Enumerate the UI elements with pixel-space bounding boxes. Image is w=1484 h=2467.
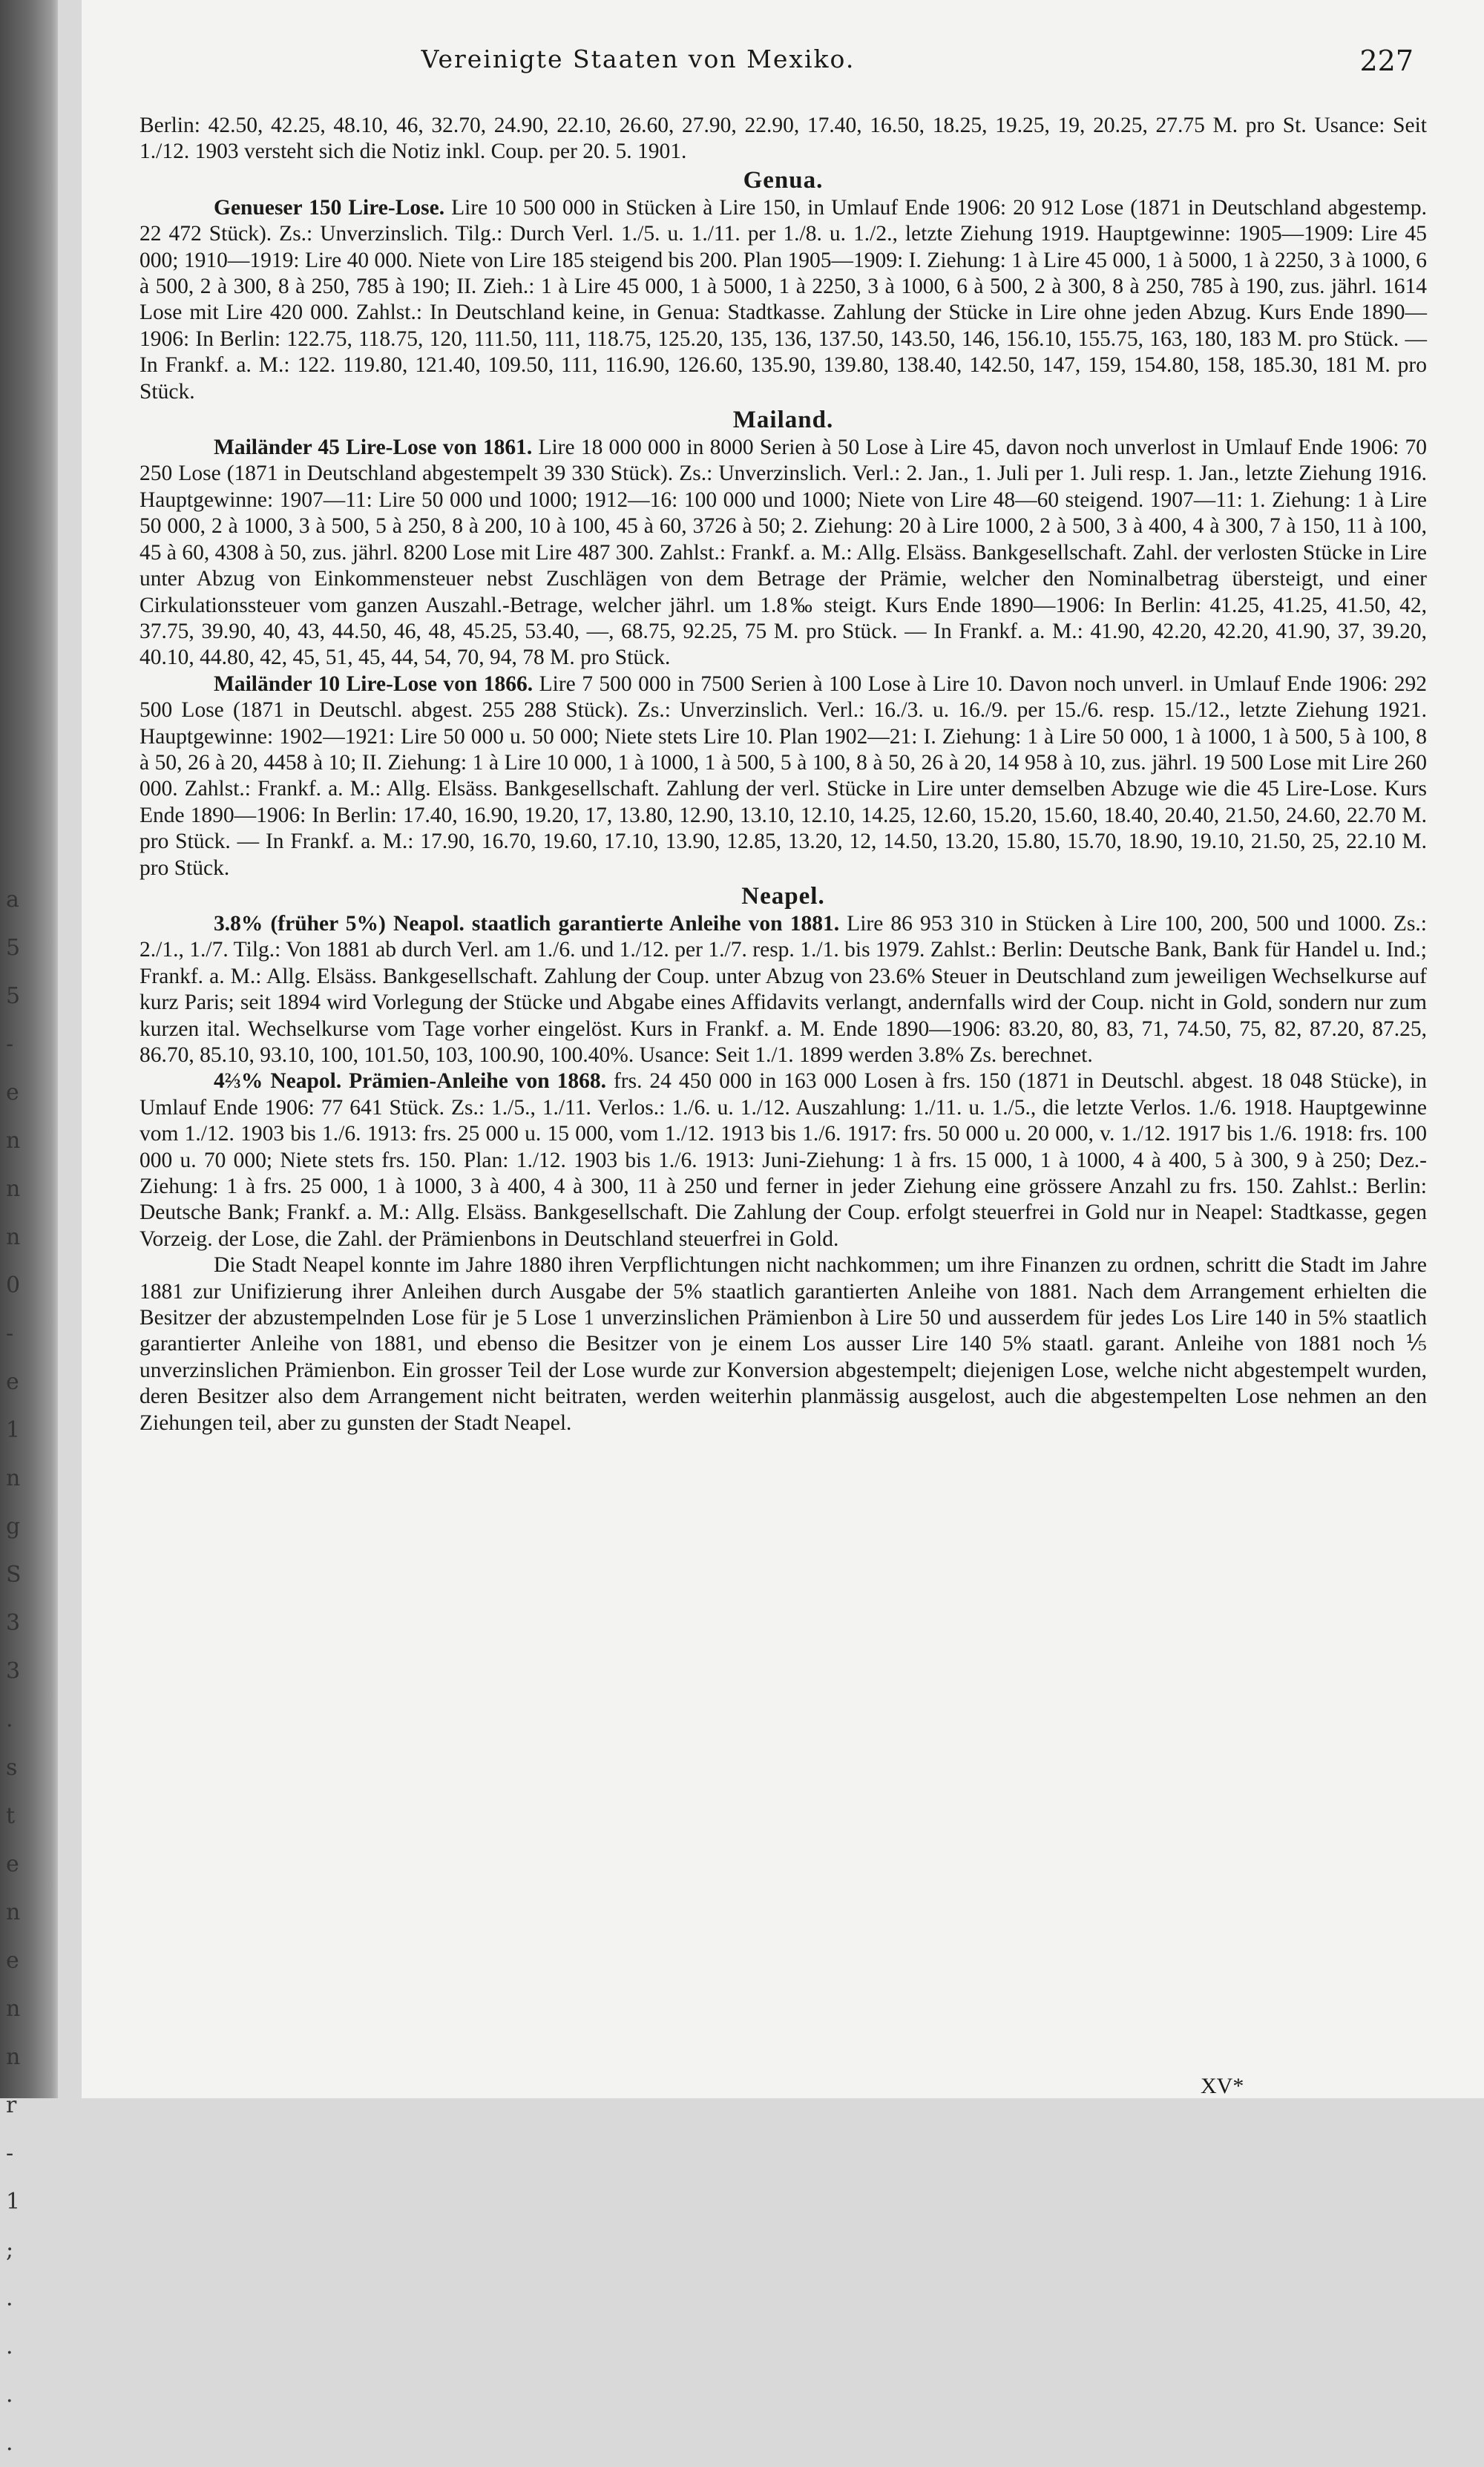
entry-mailaender-10-lire: [139, 671, 1427, 881]
signature-mark: XV*: [1201, 2074, 1244, 2098]
entry-text: Lire 10 500 000 in Stücken à Lire 150, in Umlauf Ende 1906: 20 912 Lose (1871 in Deutschland abgestemp. 22 472 Stück). Zs.: Unverzinslich. Tilg.: Durch Verl. 1./5. u. 1./11. per 1./8. u. 1./2., letzte Ziehung 1919. Hauptgewinne: 1905—1909: Lire 45 000; 1910—1919: Lire 40 000. Niete von Lire 185 steigend bis 200. Plan 1905—1909: I. Ziehung: 1 à Lire 45 000, 1 à 5000, 1 à 2250, 3 à 1000, 6 à 500, 2 à 300, 8 à 250, 785 à 190; II. Zieh.: 1 à Lire 45 000, 1 à 5000, 1 à 2250, 3 à 1000, 6 à 500, 2 à 300, 8 à 250, 785 à 190, zus. jährl. 1614 Lose mit Lire 420 000. Zahlst.: In Deutschland keine, in Genua: Stadtkasse. Zahlung der Stücke in Lire ohne jeden Abzug. Kurs Ende 1890—1906: In Berlin: 122.75, 118.75, 120, 111.50, 111, 118.75, 125.20, 135, 136, 137.50, 143.50, 146, 156.10, 155.75, 163, 180, 183 M. pro Stück. — In Frankf. a. M.: 122. 119.80, 121.40, 109.50, 111, 116.90, 126.60, 135.90, 139.80, 138.40, 142.50, 147, 159, 154.80, 158, 185.30, 181 M. pro Stück.: [139, 195, 1427, 404]
closing-paragraph: Die Stadt Neapel konnte im Jahre 1880 ihren Verpflichtungen nicht nachkommen; um ihre Finanzen zu ordnen, schritt die Stadt im Jahre 1881 zur Unifizierung ihrer Anleihen durch Ausgabe der 5% staatlich garantierten Anleihe von 1881. Nach dem Arrangement erhielten die Besitzer der abzustempelnden Lose für je 5 Lose 1 unverzinslichen Prämienbon à Lire 50 und ausserdem für jedes Los Lire 140 in 5% staatlich garantierter Anleihe von 1881, und ebenso die Besitzer von je einem Los ausser Lire 140 5% staatl. garant. Anleihe von 1881 noch ⅕ unverzinslichen Prämienbon. Ein grosser Teil der Lose wurde zur Konversion abgestempelt; diejenigen Lose, welche nicht abgestempelt wurden, deren Besitzer also dem Arrangement nicht beitraten, werden weiterhin planmässig ausgelost, auch die abgestempelten Lose nehmen an den Ziehungen teil, aber zu gunsten der Stadt Neapel.: [139, 1253, 1427, 1435]
entry-text: Lire 18 000 000 in 8000 Serien à 50 Lose à Lire 45, davon noch unverlost in Umlauf Ende 1906: 70 250 Lose (1871 in Deutschland abgestempelt 39 330 Stück). Zs.: Unverzinslich. Verl.: 2. Jan., 1. Juli per 1. Juli resp. 1. Jan., letzte Ziehung 1916. Hauptgewinne: 1907—11: Lire 50 000 und 1000; 1912—16: 100 000 und 1000; Niete von Lire 48—60 steigend. 1907—11: 1. Ziehung: 1 à Lire 50 000, 2 à 1000, 3 à 500, 5 à 250, 8 à 200, 10 à 100, 45 à 60, 3726 à 50; 2. Ziehung: 20 à Lire 1000, 2 à 500, 3 à 400, 4 à 300, 7 à 150, 11 à 100, 45 à 60, 4308 à 50, zus. jährl. 8200 Lose mit Lire 487 300. Zahlst.: Frankf. a. M.: Allg. Elsäss. Bankgesellschaft. Zahl. der verlosten Stücke in Lire unter Abzug von Einkommensteuer nebst Zuschlägen von dem Betrage der Prämie, welcher den Nominalbetrag übersteigt, und einer Cirkulationssteuer vom ganzen Auszahl.-Betrage, welcher jährl. um 1.8‰ steigt. Kurs Ende 1890—1906: In Berlin: 41.25, 41.25, 41.50, 42, 37.75, 39.90, 40, 43, 44.50, 46, 48, 45.25, 53.40, —, 68.75, 92.25, 75 M. pro Stück. — In Frankf. a. M.: 41.90, 42.20, 42.20, 41.90, 37, 39.20, 40.10, 44.80, 42, 45, 51, 45, 44, 54, 70, 94, 78 M. pro Stück.: [139, 436, 1427, 670]
entry-title: Genueser 150 Lire-Lose.: [214, 195, 445, 220]
entry-text: Lire 7 500 000 in 7500 Serien à 100 Lose à Lire 10. Davon noch unverl. in Umlauf Ende 1906: 292 500 Lose (1871 in Deutschl. abgest. 255 288 Stück). Zs.: Unverzinslich. Verl.: 16./3. u. 16./9. per 15./6. resp. 15./12., letzte Ziehung 1921. Hauptgewinne: 1902—1921: Lire 50 000 u. 50 000; Niete stets Lire 10. Plan 1902—21: I. Ziehung: 1 à Lire 50 000, 1 à 1000, 1 à 500, 5 à 100, 8 à 50, 26 à 20, 4458 à 10; II. Ziehung: 1 à Lire 10 000, 1 à 1000, 1 à 500, 5 à 100, 8 à 50, 26 à 20, 14 958 à 10, zus. jährl. 19 500 Lose mit Lire 260 000. Zahlst.: Frankf. a. M.: Allg. Elsäss. Bankgesellschaft. Zahlung der verl. Stücke in Lire unter demselben Abzuge wie die 45 Lire-Lose. Kurs Ende 1890—1906: In Berlin: 17.40, 16.90, 19.20, 17, 13.80, 12.90, 13.10, 12.10, 14.25, 12.60, 15.20, 15.60, 18.40, 20.40, 21.50, 24.60, 22.70 M. pro Stück. — In Frankf. a. M.: 17.90, 16.70, 19.60, 17.10, 13.90, 12.85, 13.20, 12, 14.50, 13.20, 15.80, 15.70, 18.90, 19.10, 21.50, 25, 22.10 M. pro Stück.: [139, 671, 1427, 880]
entry-title: Mailänder 45 Lire-Lose von 1861.: [214, 436, 533, 460]
entry-text: frs. 24 450 000 in 163 000 Losen à frs. 150 (1871 in Deutschl. abgest. 18 048 Stücke), in Umlauf Ende 1906: 77 641 Stück. Zs.: 1./5., 1./11. Verlos.: 1./6. u. 1./12. Auszahlung: 1./11. u. 1./5., die letzte Verlos. 1./6. 1918. Hauptgewinne vom 1./12. 1903 bis 1./6. 1913: frs. 25 000 u. 15 000, vom 1./12. 1913 bis 1./6. 1917: frs. 50 000 u. 20 000, v. 1./12. 1917 bis 1./6. 1918: frs. 100 000 u. 70 000; Niete stets frs. 150. Plan: 1./12. 1903 bis 1./6. 1913: Juni-Ziehung: 1 à frs. 15 000, 1 à 1000, 4 à 400, 5 à 300, 9 à 250; Dez.-Ziehung: 1 à frs. 25 000, 1 à 1000, 3 à 400, 4 à 300, 11 à 250 und ferner in jeder Ziehung eine grössere Anzahl zu frs. 150. Zahlst.: Berlin: Deutsche Bank; Frankf. a. M.: Allg. Elsäss. Bankgesellschaft. Die Zahlung der Coup. erfolgt steuerfrei in Gold nur in Neapel: Stadtkasse, gegen Vorzeig. der Lose, die Zahl. der Prämienbons in Deutschland steuerfrei in Gold.: [139, 1069, 1427, 1251]
entry-title: 3.8% (früher 5%) Neapol. staatlich garantierte Anleihe von 1881.: [214, 911, 840, 936]
entry-neapol-anleihe-1881: [139, 911, 1427, 1068]
book-page: [82, 0, 1484, 2098]
entry-mailaender-45-lire: [139, 435, 1427, 671]
running-title: Vereinigte Staaten von Mexiko.: [421, 45, 856, 73]
page-number: 227: [1359, 45, 1414, 77]
entry-title: 4⅔% Neapol. Prämien-Anleihe von 1868.: [214, 1069, 607, 1094]
entry-neapol-praemien-1868: [139, 1068, 1427, 1252]
entry-title: Mailänder 10 Lire-Lose von 1866.: [214, 671, 533, 696]
section-heading-genua: Genua.: [743, 166, 824, 194]
entry-genueser-lose: [139, 195, 1427, 405]
page-header: [82, 45, 1484, 89]
page-body: [139, 113, 1427, 1436]
section-heading-neapel: Neapel.: [741, 882, 825, 910]
adjacent-page-marks: a 5 5 - e n n n 0 - e 1 n g S 3 3 . s t e n e n n r - 1 ; . . . .: [6, 887, 22, 2456]
intro-paragraph: Berlin: 42.50, 42.25, 48.10, 46, 32.70, 24.90, 22.10, 26.60, 27.90, 22.90, 17.40, 16.50, 18.25, 19.25, 19, 20.25, 27.75 M. pro St. Usance: Seit 1./12. 1903 versteht sich die Notiz inkl. Coup. per 20. 5. 1901.: [139, 114, 1427, 164]
section-heading-mailand: Mailand.: [732, 407, 834, 434]
entry-text: Lire 86 953 310 in Stücken à Lire 100, 200, 500 und 1000. Zs.: 2./1., 1./7. Tilg.: Von 1881 ab durch Verl. am 1./6. und 1./12. per 1./7. resp. 1./1. bis 1979. Zahlst.: Berlin: Deutsche Bank, Bank für Handel u. Ind.; Frankf. a. M.: Allg. Elsäss. Bankgesellschaft. Zahlung der Coup. unter Abzug von 23.6% Steuer in Deutschland zum jeweiligen Wechselkurse auf kurz Paris; seit 1894 wird Vorlegung der Stücke und Abgabe eines Affidavits verlangt, andernfalls wird der Coup. nicht in Gold, sondern nur zum kurzen ital. Wechselkurse vom Tage vorher eingelöst. Kurs in Frankf. a. M. Ende 1890—1906: 83.20, 80, 83, 71, 74.50, 75, 82, 87.20, 87.25, 86.70, 85.10, 93.10, 100, 101.50, 103, 100.90, 100.40%. Usance: Seit 1./1. 1899 werden 3.8% Zs. berechnet.: [139, 911, 1428, 1067]
